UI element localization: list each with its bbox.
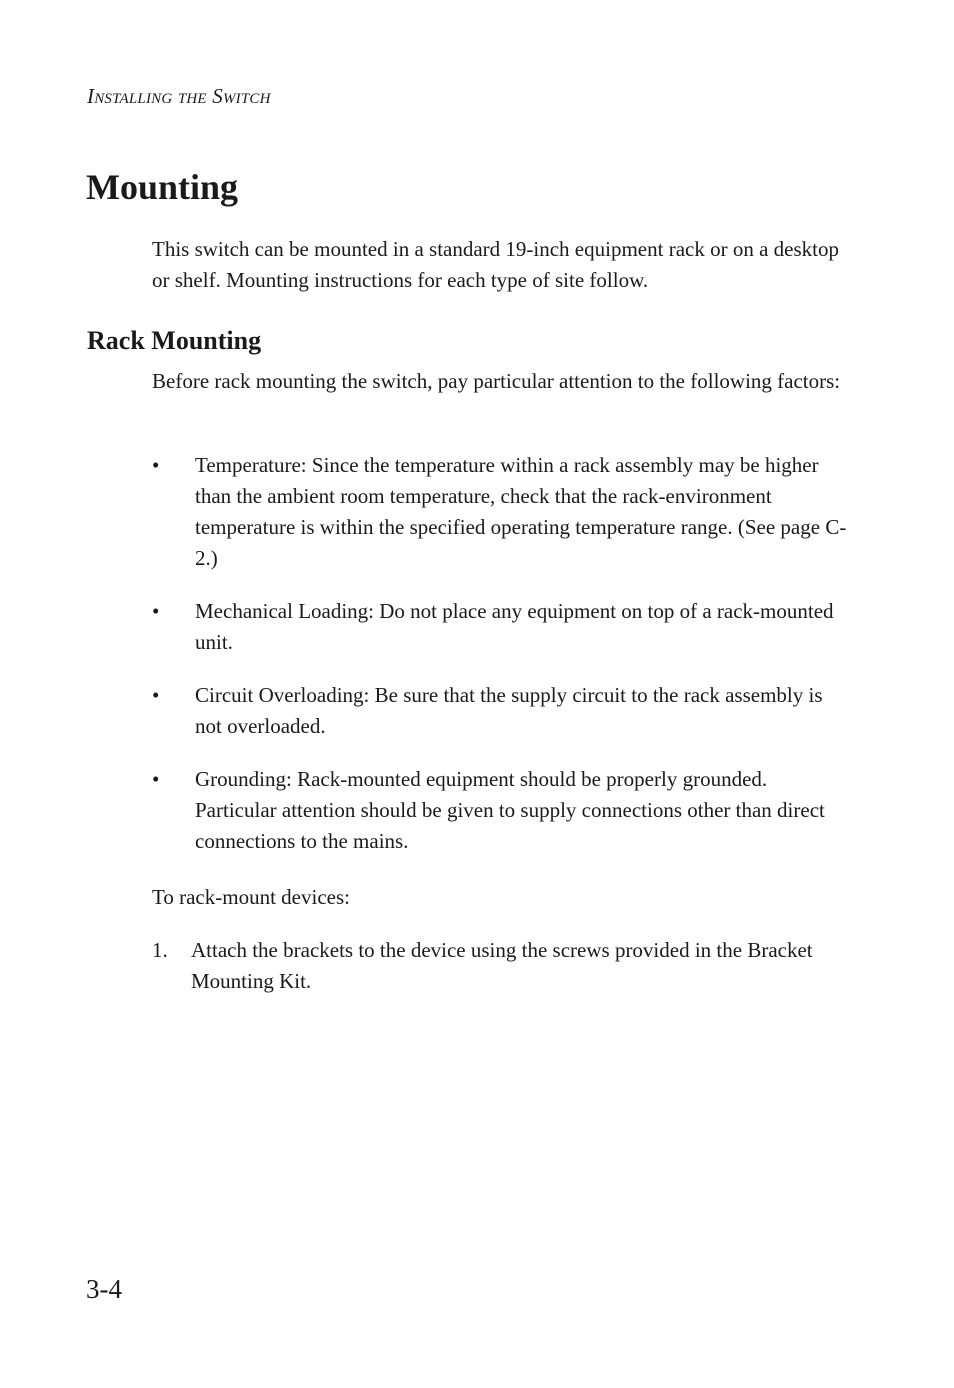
- list-item: [152, 680, 852, 742]
- bullet-icon: •: [152, 599, 160, 623]
- subsection-title: Rack Mounting: [87, 326, 262, 355]
- step-number: 1.: [152, 938, 168, 962]
- step-text: Attach the brackets to the device using the screws provided in the Bracket Mounting Kit.: [191, 938, 813, 993]
- bullet-icon: •: [152, 683, 160, 707]
- factor-text: Circuit Overloading: Be sure that the supply circuit to the rack assembly is not overloaded.: [195, 683, 823, 738]
- bullet-icon: •: [152, 453, 160, 477]
- list-item: [152, 935, 852, 997]
- rack-mounting-intro-paragraph: Before rack mounting the switch, pay particular attention to the following factors:: [152, 369, 841, 393]
- bullet-icon: •: [152, 767, 160, 791]
- factors-list: [152, 450, 852, 879]
- steps-intro-paragraph: To rack-mount devices:: [152, 885, 350, 909]
- factor-text: Mechanical Loading: Do not place any equipment on top of a rack-mounted unit.: [195, 599, 834, 654]
- list-item: [152, 764, 852, 857]
- steps-list: [152, 935, 852, 997]
- list-item: [152, 596, 852, 658]
- factor-text: Temperature: Since the temperature within a rack assembly may be higher than the ambient room temperature, check that the rack-environment temperature is within the specified operating temperature range. (See page C-2.): [195, 453, 847, 570]
- factor-text: Grounding: Rack-mounted equipment should be properly grounded. Particular attention should be given to supply connections other than direct connections to the mains.: [195, 767, 825, 853]
- list-item: [152, 450, 852, 574]
- section-title: Mounting: [86, 167, 239, 207]
- page-number: 3-4: [86, 1274, 122, 1304]
- section-intro-paragraph: This switch can be mounted in a standard 19-inch equipment rack or on a desktop or shelf. Mounting instructions for each type of site follow.: [152, 237, 839, 292]
- running-header: Installing the Switch: [87, 84, 271, 108]
